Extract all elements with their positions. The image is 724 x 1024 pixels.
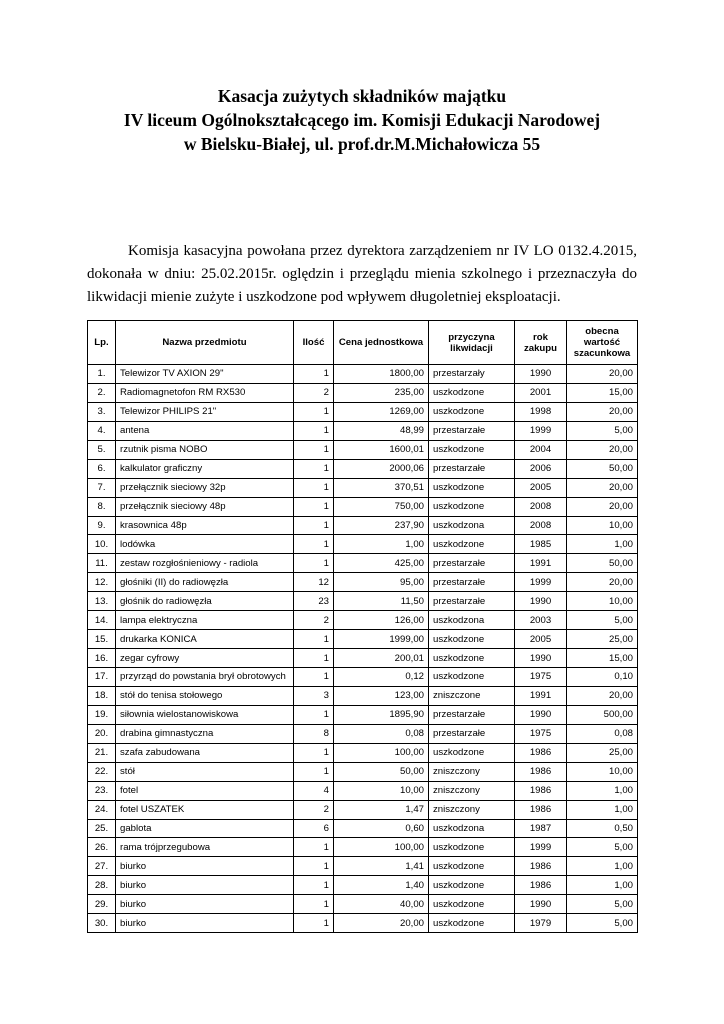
table-row bbox=[88, 819, 638, 838]
cell-value: 15,00 bbox=[567, 383, 638, 402]
cell-reason: uszkodzone bbox=[429, 876, 515, 895]
cell-name: lodówka bbox=[116, 535, 294, 554]
cell-lp: 23. bbox=[88, 781, 116, 800]
cell-year: 1986 bbox=[515, 876, 567, 895]
cell-value: 500,00 bbox=[567, 705, 638, 724]
cell-reason: przestarzałe bbox=[429, 573, 515, 592]
cell-lp: 11. bbox=[88, 554, 116, 573]
cell-lp: 12. bbox=[88, 573, 116, 592]
cell-qty: 1 bbox=[294, 705, 334, 724]
cell-value: 10,00 bbox=[567, 762, 638, 781]
table-row bbox=[88, 630, 638, 649]
cell-qty: 1 bbox=[294, 668, 334, 687]
title-line-1: Kasacja zużytych składników majątku bbox=[217, 86, 507, 106]
cell-reason: uszkodzone bbox=[429, 402, 515, 421]
cell-year: 1986 bbox=[515, 781, 567, 800]
cell-qty: 4 bbox=[294, 781, 334, 800]
cell-qty: 1 bbox=[294, 762, 334, 781]
cell-price: 10,00 bbox=[334, 781, 429, 800]
table-row bbox=[88, 402, 638, 421]
cell-year: 1999 bbox=[515, 421, 567, 440]
cell-name: antena bbox=[116, 421, 294, 440]
cell-year: 1990 bbox=[515, 365, 567, 384]
cell-name: przełącznik sieciowy 48p bbox=[116, 497, 294, 516]
cell-qty: 1 bbox=[294, 895, 334, 914]
cell-name: drukarka KONICA bbox=[116, 630, 294, 649]
assets-table bbox=[87, 320, 638, 933]
header-reason: przyczyna likwidacji bbox=[429, 321, 515, 365]
cell-year: 1986 bbox=[515, 762, 567, 781]
table-row bbox=[88, 592, 638, 611]
cell-value: 25,00 bbox=[567, 630, 638, 649]
cell-price: 48,99 bbox=[334, 421, 429, 440]
cell-reason: przestarzałe bbox=[429, 705, 515, 724]
cell-year: 1986 bbox=[515, 857, 567, 876]
cell-lp: 1. bbox=[88, 365, 116, 384]
table-row bbox=[88, 554, 638, 573]
cell-reason: uszkodzone bbox=[429, 838, 515, 857]
table-row bbox=[88, 611, 638, 630]
cell-year: 1990 bbox=[515, 705, 567, 724]
cell-name: drabina gimnastyczna bbox=[116, 724, 294, 743]
cell-lp: 8. bbox=[88, 497, 116, 516]
cell-lp: 6. bbox=[88, 459, 116, 478]
cell-year: 1990 bbox=[515, 895, 567, 914]
header-year: rok zakupu bbox=[515, 321, 567, 365]
cell-name: biurko bbox=[116, 895, 294, 914]
cell-name: biurko bbox=[116, 914, 294, 933]
cell-price: 1999,00 bbox=[334, 630, 429, 649]
cell-value: 1,00 bbox=[567, 781, 638, 800]
cell-name: Telewizor PHILIPS 21" bbox=[116, 402, 294, 421]
cell-reason: zniszczony bbox=[429, 781, 515, 800]
cell-value: 1,00 bbox=[567, 857, 638, 876]
cell-year: 1991 bbox=[515, 554, 567, 573]
cell-price: 95,00 bbox=[334, 573, 429, 592]
cell-name: Radiomagnetofon RM RX530 bbox=[116, 383, 294, 402]
cell-name: przełącznik sieciowy 32p bbox=[116, 478, 294, 497]
cell-value: 5,00 bbox=[567, 421, 638, 440]
cell-lp: 20. bbox=[88, 724, 116, 743]
cell-year: 1991 bbox=[515, 686, 567, 705]
cell-price: 123,00 bbox=[334, 686, 429, 705]
cell-price: 425,00 bbox=[334, 554, 429, 573]
cell-qty: 2 bbox=[294, 611, 334, 630]
cell-value: 5,00 bbox=[567, 611, 638, 630]
cell-reason: uszkodzone bbox=[429, 857, 515, 876]
table-row bbox=[88, 365, 638, 384]
cell-price: 100,00 bbox=[334, 838, 429, 857]
cell-lp: 2. bbox=[88, 383, 116, 402]
cell-lp: 27. bbox=[88, 857, 116, 876]
cell-lp: 10. bbox=[88, 535, 116, 554]
header-qty: Ilość bbox=[294, 321, 334, 365]
cell-name: Telewizor TV AXION 29" bbox=[116, 365, 294, 384]
cell-lp: 28. bbox=[88, 876, 116, 895]
cell-qty: 1 bbox=[294, 857, 334, 876]
cell-lp: 18. bbox=[88, 686, 116, 705]
cell-year: 1979 bbox=[515, 914, 567, 933]
header-value: obecna wartość szacunkowa bbox=[567, 321, 638, 365]
table-row bbox=[88, 705, 638, 724]
cell-price: 370,51 bbox=[334, 478, 429, 497]
cell-reason: przestarzałe bbox=[429, 592, 515, 611]
cell-reason: uszkodzone bbox=[429, 497, 515, 516]
table-row bbox=[88, 459, 638, 478]
table-row bbox=[88, 440, 638, 459]
header-name: Nazwa przedmiotu bbox=[116, 321, 294, 365]
cell-year: 2003 bbox=[515, 611, 567, 630]
cell-year: 1985 bbox=[515, 535, 567, 554]
header-price: Cena jednostkowa bbox=[334, 321, 429, 365]
cell-name: głośniki (II) do radiowęzła bbox=[116, 573, 294, 592]
cell-price: 11,50 bbox=[334, 592, 429, 611]
cell-qty: 1 bbox=[294, 402, 334, 421]
cell-value: 10,00 bbox=[567, 516, 638, 535]
cell-value: 50,00 bbox=[567, 554, 638, 573]
cell-value: 0,50 bbox=[567, 819, 638, 838]
cell-name: biurko bbox=[116, 857, 294, 876]
cell-qty: 8 bbox=[294, 724, 334, 743]
cell-name: biurko bbox=[116, 876, 294, 895]
cell-price: 235,00 bbox=[334, 383, 429, 402]
cell-qty: 2 bbox=[294, 383, 334, 402]
cell-year: 1999 bbox=[515, 838, 567, 857]
cell-name: rzutnik pisma NOBO bbox=[116, 440, 294, 459]
cell-qty: 3 bbox=[294, 686, 334, 705]
cell-value: 0,08 bbox=[567, 724, 638, 743]
cell-value: 20,00 bbox=[567, 365, 638, 384]
table-row bbox=[88, 781, 638, 800]
cell-year: 1990 bbox=[515, 649, 567, 668]
cell-reason: uszkodzona bbox=[429, 516, 515, 535]
cell-reason: przestarzałe bbox=[429, 724, 515, 743]
cell-price: 237,90 bbox=[334, 516, 429, 535]
cell-price: 100,00 bbox=[334, 743, 429, 762]
cell-lp: 21. bbox=[88, 743, 116, 762]
cell-qty: 12 bbox=[294, 573, 334, 592]
cell-reason: uszkodzone bbox=[429, 895, 515, 914]
cell-name: szafa zabudowana bbox=[116, 743, 294, 762]
table-row bbox=[88, 762, 638, 781]
cell-name: kalkulator graficzny bbox=[116, 459, 294, 478]
cell-year: 2008 bbox=[515, 497, 567, 516]
intro-paragraph: Komisja kasacyjna powołana przez dyrektora zarządzeniem nr IV LO 0132.4.2015, dokonała w dniu: 25.02.2015r. oględzin i przeglądu mienia szkolnego i przeznaczyła do likwidacji mienie zużyte i uszkodzone pod wpływem długoletniej eksploatacji. bbox=[87, 243, 637, 305]
table-row bbox=[88, 497, 638, 516]
table-row bbox=[88, 724, 638, 743]
table-header-row bbox=[88, 321, 638, 365]
cell-reason: przestarzałe bbox=[429, 459, 515, 478]
cell-name: stół bbox=[116, 762, 294, 781]
cell-lp: 30. bbox=[88, 914, 116, 933]
cell-qty: 1 bbox=[294, 743, 334, 762]
cell-lp: 26. bbox=[88, 838, 116, 857]
cell-value: 20,00 bbox=[567, 440, 638, 459]
cell-qty: 1 bbox=[294, 516, 334, 535]
cell-qty: 1 bbox=[294, 459, 334, 478]
cell-qty: 1 bbox=[294, 535, 334, 554]
cell-lp: 9. bbox=[88, 516, 116, 535]
cell-reason: przestarzałe bbox=[429, 421, 515, 440]
cell-value: 25,00 bbox=[567, 743, 638, 762]
cell-lp: 3. bbox=[88, 402, 116, 421]
table-row bbox=[88, 914, 638, 933]
cell-reason: uszkodzone bbox=[429, 743, 515, 762]
cell-qty: 1 bbox=[294, 365, 334, 384]
cell-price: 126,00 bbox=[334, 611, 429, 630]
cell-price: 0,08 bbox=[334, 724, 429, 743]
cell-lp: 22. bbox=[88, 762, 116, 781]
table-row bbox=[88, 838, 638, 857]
cell-year: 2001 bbox=[515, 383, 567, 402]
table-row bbox=[88, 421, 638, 440]
cell-qty: 6 bbox=[294, 819, 334, 838]
table-row bbox=[88, 895, 638, 914]
table-row bbox=[88, 383, 638, 402]
cell-name: zegar cyfrowy bbox=[116, 649, 294, 668]
cell-reason: przestarzałe bbox=[429, 554, 515, 573]
cell-lp: 15. bbox=[88, 630, 116, 649]
cell-name: fotel USZATEK bbox=[116, 800, 294, 819]
cell-lp: 29. bbox=[88, 895, 116, 914]
cell-reason: uszkodzone bbox=[429, 440, 515, 459]
cell-year: 2004 bbox=[515, 440, 567, 459]
table-row bbox=[88, 649, 638, 668]
cell-value: 20,00 bbox=[567, 497, 638, 516]
cell-qty: 23 bbox=[294, 592, 334, 611]
cell-value: 15,00 bbox=[567, 649, 638, 668]
cell-year: 1975 bbox=[515, 668, 567, 687]
cell-value: 1,00 bbox=[567, 535, 638, 554]
cell-year: 1975 bbox=[515, 724, 567, 743]
cell-value: 5,00 bbox=[567, 914, 638, 933]
cell-year: 2005 bbox=[515, 630, 567, 649]
cell-price: 1,41 bbox=[334, 857, 429, 876]
cell-price: 1269,00 bbox=[334, 402, 429, 421]
title-line-2: IV liceum Ogólnokształcącego im. Komisji Edukacji Narodowej bbox=[123, 110, 601, 130]
cell-lp: 19. bbox=[88, 705, 116, 724]
cell-reason: uszkodzone bbox=[429, 649, 515, 668]
cell-value: 1,00 bbox=[567, 800, 638, 819]
cell-qty: 1 bbox=[294, 876, 334, 895]
cell-price: 20,00 bbox=[334, 914, 429, 933]
cell-lp: 17. bbox=[88, 668, 116, 687]
cell-qty: 1 bbox=[294, 649, 334, 668]
cell-price: 200,01 bbox=[334, 649, 429, 668]
cell-reason: przestarzały bbox=[429, 365, 515, 384]
cell-value: 5,00 bbox=[567, 838, 638, 857]
cell-qty: 1 bbox=[294, 914, 334, 933]
cell-price: 1,40 bbox=[334, 876, 429, 895]
table-row bbox=[88, 516, 638, 535]
cell-name: głośnik do radiowęzła bbox=[116, 592, 294, 611]
cell-reason: uszkodzone bbox=[429, 914, 515, 933]
cell-price: 0,60 bbox=[334, 819, 429, 838]
cell-value: 20,00 bbox=[567, 478, 638, 497]
table-row bbox=[88, 668, 638, 687]
cell-value: 20,00 bbox=[567, 686, 638, 705]
cell-year: 1999 bbox=[515, 573, 567, 592]
cell-reason: uszkodzone bbox=[429, 478, 515, 497]
table-body bbox=[88, 365, 638, 933]
cell-lp: 16. bbox=[88, 649, 116, 668]
cell-name: stół do tenisa stołowego bbox=[116, 686, 294, 705]
cell-value: 20,00 bbox=[567, 402, 638, 421]
cell-price: 1800,00 bbox=[334, 365, 429, 384]
table-row bbox=[88, 743, 638, 762]
cell-qty: 1 bbox=[294, 838, 334, 857]
cell-name: fotel bbox=[116, 781, 294, 800]
cell-year: 2005 bbox=[515, 478, 567, 497]
cell-qty: 1 bbox=[294, 478, 334, 497]
cell-lp: 13. bbox=[88, 592, 116, 611]
cell-reason: uszkodzone bbox=[429, 535, 515, 554]
cell-price: 750,00 bbox=[334, 497, 429, 516]
table-row bbox=[88, 857, 638, 876]
cell-lp: 14. bbox=[88, 611, 116, 630]
table-row bbox=[88, 535, 638, 554]
table-row bbox=[88, 478, 638, 497]
cell-lp: 24. bbox=[88, 800, 116, 819]
table-row bbox=[88, 686, 638, 705]
cell-year: 1986 bbox=[515, 800, 567, 819]
cell-price: 2000,06 bbox=[334, 459, 429, 478]
cell-year: 1986 bbox=[515, 743, 567, 762]
cell-qty: 1 bbox=[294, 554, 334, 573]
cell-year: 1987 bbox=[515, 819, 567, 838]
cell-year: 1998 bbox=[515, 402, 567, 421]
cell-value: 1,00 bbox=[567, 876, 638, 895]
cell-reason: zniszczony bbox=[429, 762, 515, 781]
cell-reason: uszkodzone bbox=[429, 668, 515, 687]
table-row bbox=[88, 573, 638, 592]
table-row bbox=[88, 876, 638, 895]
cell-price: 1,47 bbox=[334, 800, 429, 819]
document-title bbox=[0, 84, 724, 156]
cell-name: zestaw rozgłośnieniowy - radiola bbox=[116, 554, 294, 573]
cell-value: 5,00 bbox=[567, 895, 638, 914]
cell-value: 0,10 bbox=[567, 668, 638, 687]
cell-qty: 2 bbox=[294, 800, 334, 819]
cell-reason: uszkodzone bbox=[429, 383, 515, 402]
cell-year: 2006 bbox=[515, 459, 567, 478]
cell-lp: 25. bbox=[88, 819, 116, 838]
cell-price: 1600,01 bbox=[334, 440, 429, 459]
cell-name: lampa elektryczna bbox=[116, 611, 294, 630]
header-lp: Lp. bbox=[88, 321, 116, 365]
cell-name: siłownia wielostanowiskowa bbox=[116, 705, 294, 724]
cell-reason: uszkodzona bbox=[429, 819, 515, 838]
cell-value: 10,00 bbox=[567, 592, 638, 611]
cell-name: krasownica 48p bbox=[116, 516, 294, 535]
cell-price: 0,12 bbox=[334, 668, 429, 687]
cell-year: 2008 bbox=[515, 516, 567, 535]
cell-qty: 1 bbox=[294, 497, 334, 516]
cell-reason: zniszczony bbox=[429, 800, 515, 819]
cell-qty: 1 bbox=[294, 421, 334, 440]
table-row bbox=[88, 800, 638, 819]
cell-qty: 1 bbox=[294, 440, 334, 459]
cell-name: rama trójprzegubowa bbox=[116, 838, 294, 857]
cell-price: 1,00 bbox=[334, 535, 429, 554]
cell-name: gablota bbox=[116, 819, 294, 838]
cell-reason: uszkodzona bbox=[429, 611, 515, 630]
cell-year: 1990 bbox=[515, 592, 567, 611]
title-line-3: w Bielsku-Białej, ul. prof.dr.M.Michałowicza 55 bbox=[183, 134, 541, 154]
cell-price: 50,00 bbox=[334, 762, 429, 781]
cell-lp: 7. bbox=[88, 478, 116, 497]
cell-reason: uszkodzone bbox=[429, 630, 515, 649]
cell-name: przyrząd do powstania brył obrotowych bbox=[116, 668, 294, 687]
cell-price: 1895,90 bbox=[334, 705, 429, 724]
cell-reason: zniszczone bbox=[429, 686, 515, 705]
cell-price: 40,00 bbox=[334, 895, 429, 914]
cell-value: 50,00 bbox=[567, 459, 638, 478]
cell-value: 20,00 bbox=[567, 573, 638, 592]
cell-qty: 1 bbox=[294, 630, 334, 649]
cell-lp: 5. bbox=[88, 440, 116, 459]
cell-lp: 4. bbox=[88, 421, 116, 440]
